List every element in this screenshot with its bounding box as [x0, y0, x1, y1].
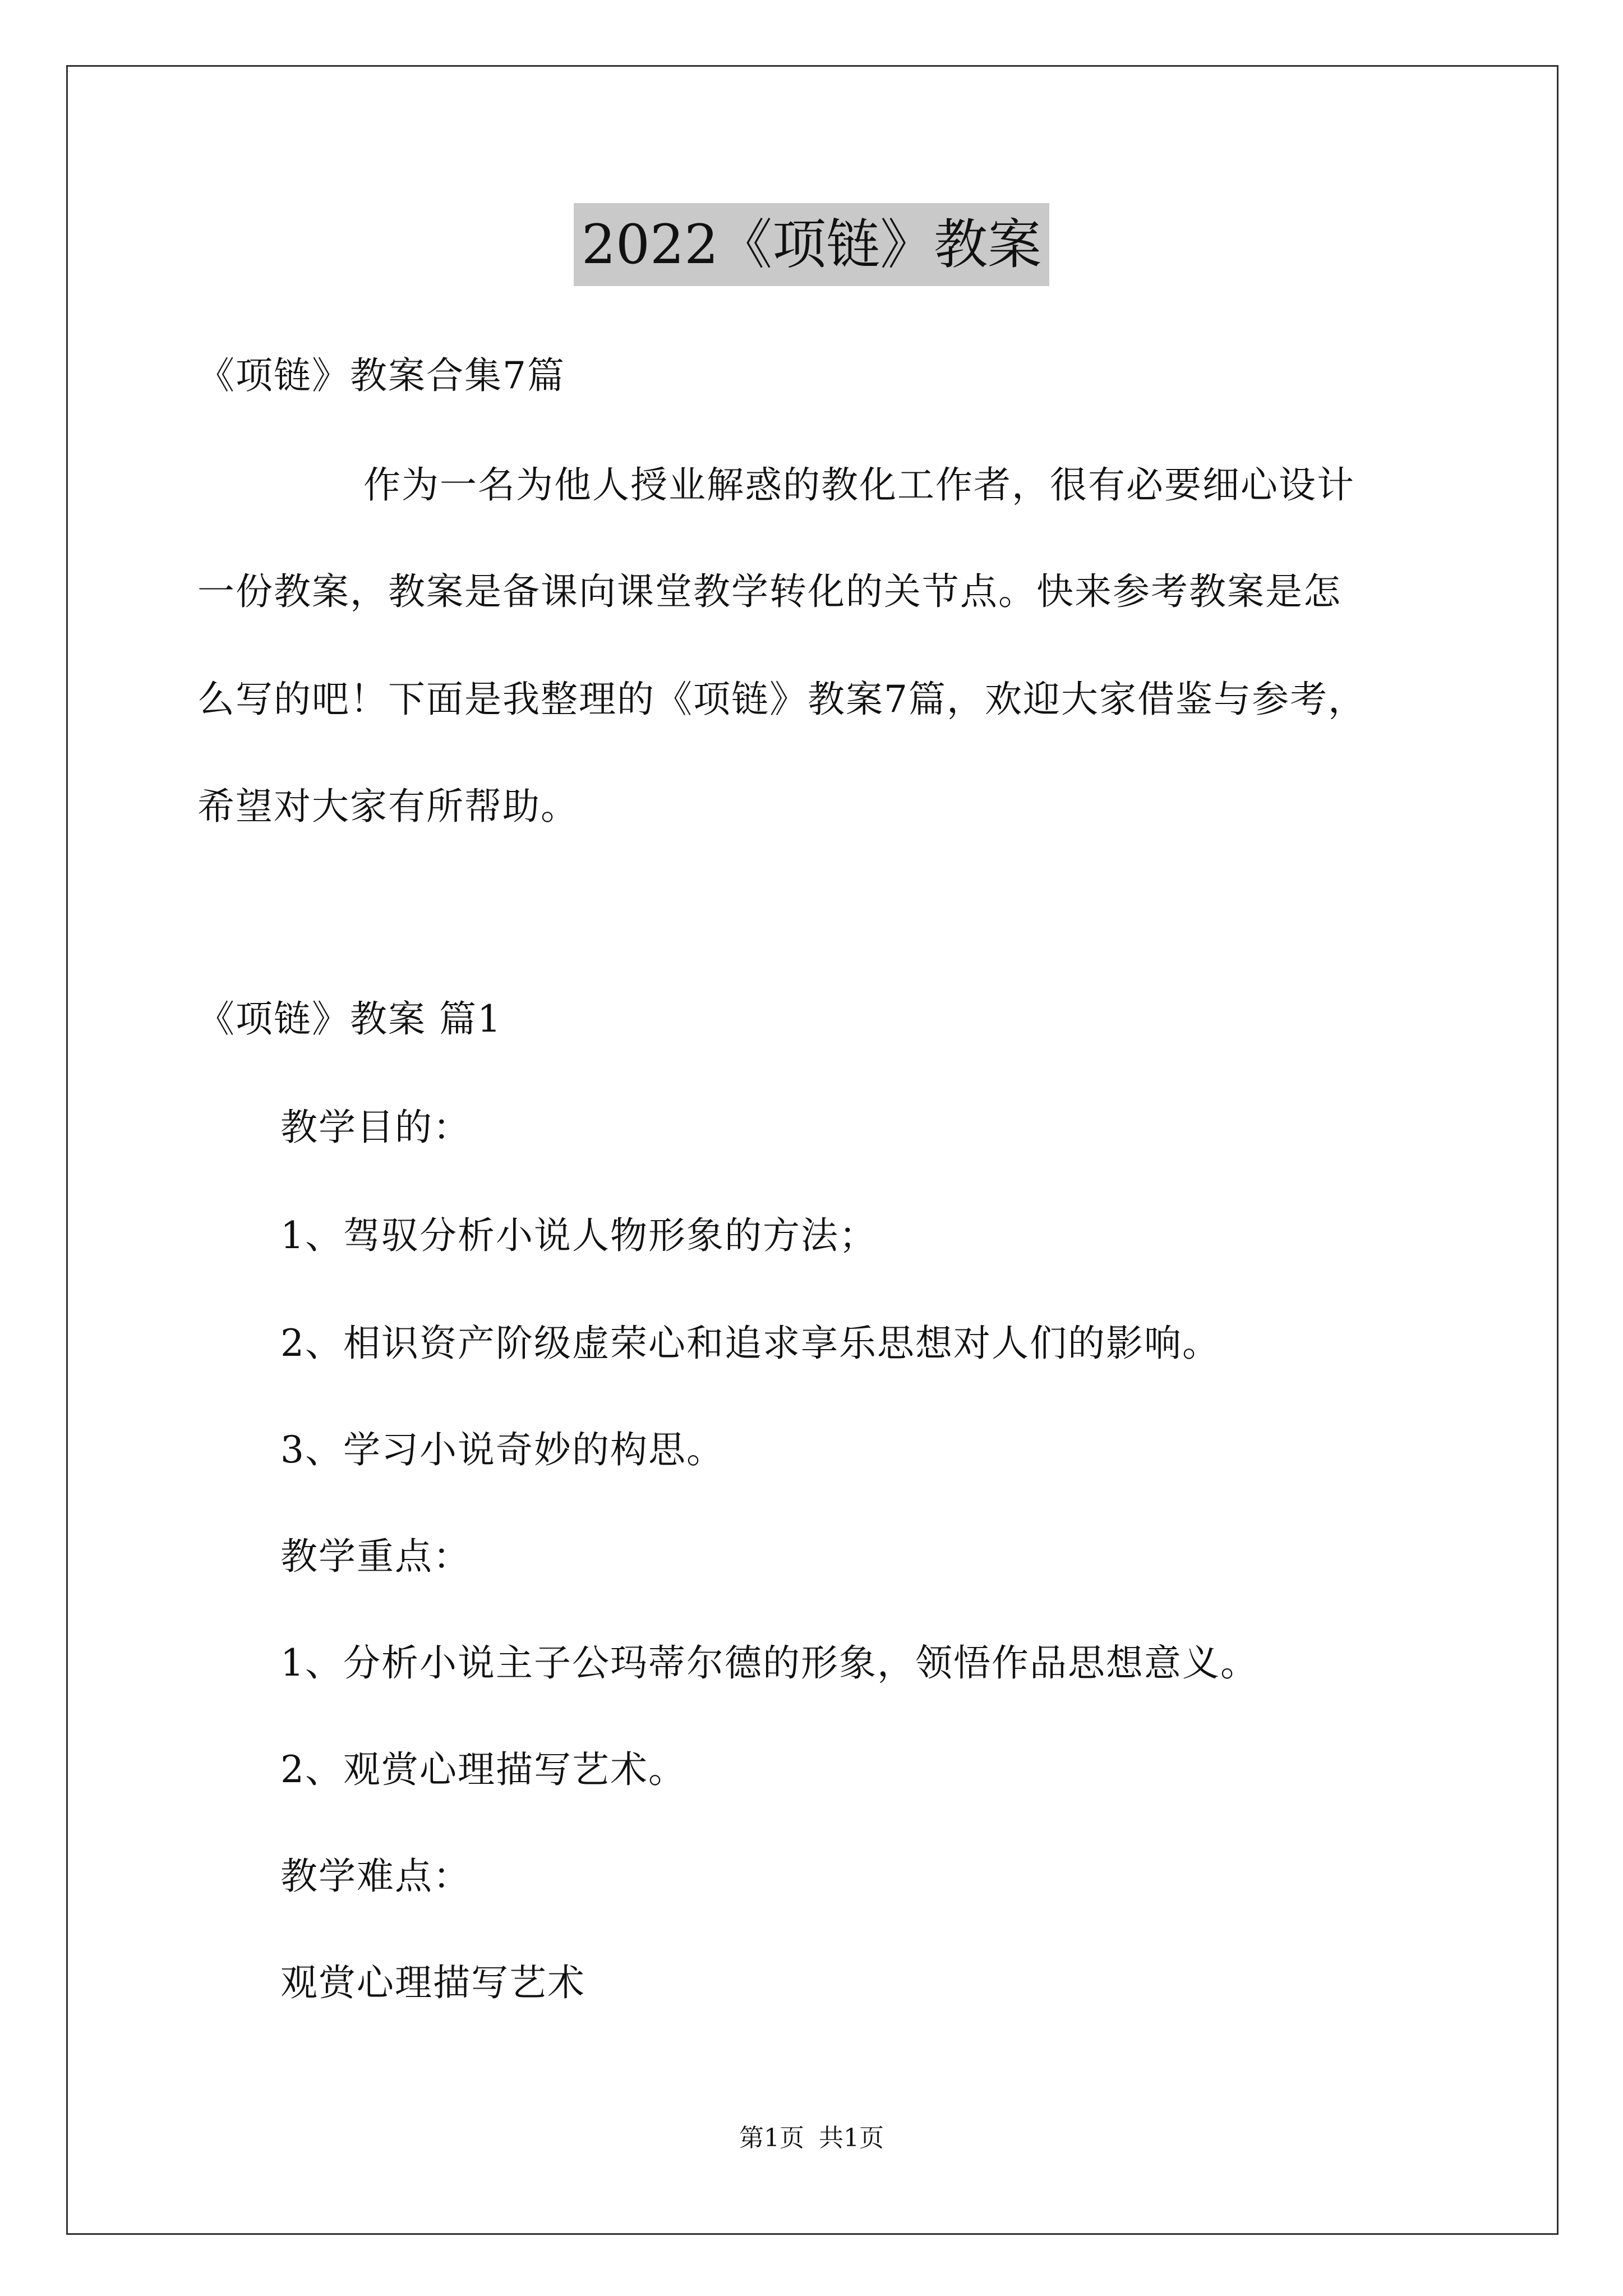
- page-footer: [0, 2122, 1623, 2155]
- body-line-6: 1、分析小说主子公玛蒂尔德的形象，领悟作品思想意义。: [280, 1641, 1258, 1685]
- intro-line-4: 希望对大家有所帮助。: [197, 785, 579, 828]
- body-line-9: 观赏心理描写艺术: [280, 1961, 585, 2004]
- intro-line-1: 作为一名为他人授业解惑的教化工作者，很有必要细心设计: [363, 463, 1355, 507]
- document-subtitle: 《项链》教案合集7篇: [197, 354, 565, 397]
- intro-line-2: 一份教案，教案是备课向课堂教学转化的关节点。快来参考教案是怎: [197, 570, 1341, 613]
- title-container: [0, 203, 1623, 286]
- body-line-5: 教学重点：: [280, 1535, 471, 1578]
- body-line-1: 教学目的：: [280, 1106, 471, 1149]
- body-line-7: 2、观赏心理描写艺术。: [280, 1748, 686, 1791]
- page-current: 第1页: [739, 2124, 804, 2152]
- document-title: 2022《项链》教案: [574, 203, 1049, 286]
- section-heading: 《项链》教案 篇1: [197, 997, 502, 1041]
- page-total: 共1页: [819, 2124, 884, 2152]
- body-line-3: 2、相识资产阶级虚荣心和追求享乐思想对人们的影响。: [280, 1322, 1220, 1365]
- intro-line-3: 么写的吧！下面是我整理的《项链》教案7篇，欢迎大家借鉴与参考，: [197, 678, 1366, 721]
- body-line-2: 1、驾驭分析小说人物形象的方法；: [280, 1214, 877, 1257]
- body-line-4: 3、学习小说奇妙的构思。: [280, 1428, 725, 1471]
- body-line-8: 教学难点：: [280, 1855, 471, 1898]
